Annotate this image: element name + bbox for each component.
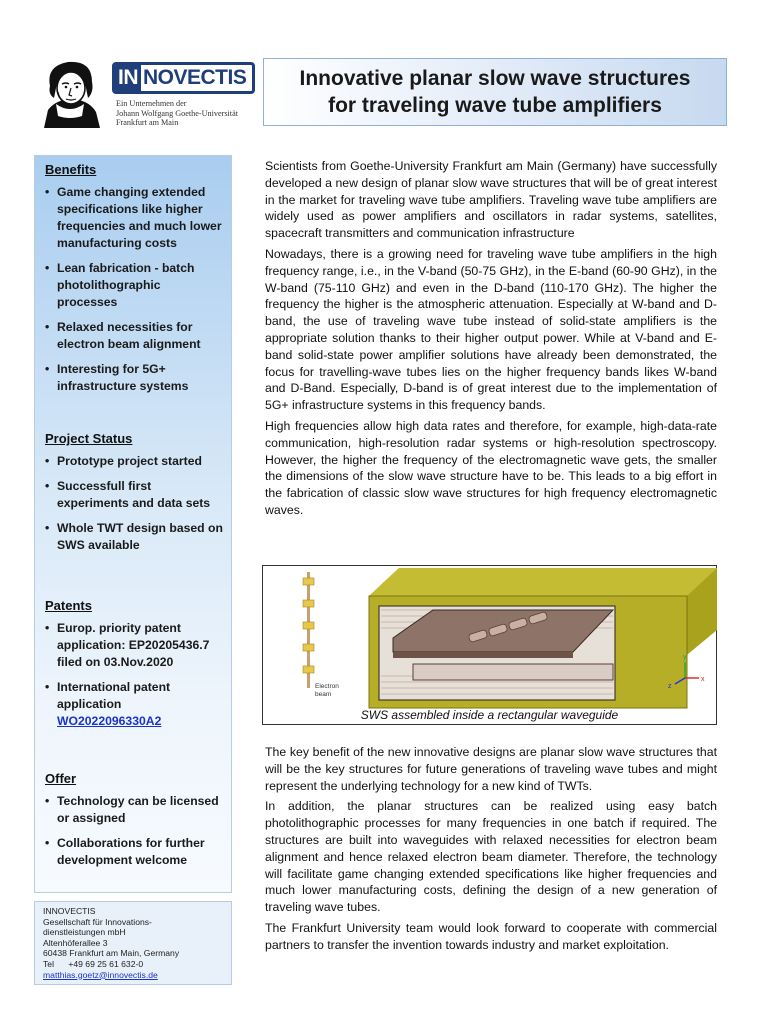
offer-heading: Offer xyxy=(45,771,77,786)
figure-caption: SWS assembled inside a rectangular waveguide xyxy=(360,708,619,722)
contact-phone: Tel +49 69 25 61 632-0 xyxy=(43,958,144,969)
electron-label: Electron xyxy=(315,683,339,690)
svg-text:x: x xyxy=(701,676,705,683)
waveguide-illustration xyxy=(263,566,718,726)
paragraph: Nowadays, there is a growing need for traveling wave tube amplifiers in the high frequency range, i.e., in the V-band (50-75 GHz), in the E-band (60-90 GHz), in the W-band (75-110 GHz) and even in the D-band (110-170 GHz). The higher the frequency the higher is the atmospheric attenuation. Especially at W-band and D-band, the use of traveling wave tube instead of solid-state amplifiers is the appropriate solution thanks to their higher output power. While at V-band and E-band solid-state power amplifier solutions have already been demonstrated, the focus for travelling-wave tubes lies on the higher frequency bands likes W-band and D-Band. Especially, D-band is of great interest due to the implementation of 5G+ infrastructure systems in this frequency bands. xyxy=(265,246,717,413)
contact-company-line2: dienstleistungen mbH xyxy=(43,927,126,938)
project-status-section xyxy=(45,431,223,596)
waveguide-figure xyxy=(262,565,717,725)
svg-text:y: y xyxy=(683,654,687,661)
list-item: • Relaxed necessities for electron beam alignment xyxy=(45,319,223,353)
patents-heading: Patents xyxy=(45,598,92,613)
logo-in-part: IN xyxy=(115,65,141,91)
contact-street: Altenhöferallee 3 xyxy=(43,937,108,948)
contact-city: 60438 Frankfurt am Main, Germany xyxy=(43,948,180,959)
innovectis-logo xyxy=(112,62,255,94)
contact-name: INNOVECTIS xyxy=(43,906,96,916)
sidebar xyxy=(34,155,232,893)
paragraph: In addition, the planar structures can be realized using easy batch photolithographic processes for many frequencies in one batch if required. The structures are built into waveguides with relaxed necessities for electron beam alignment and hence relaxed electron beam diameter. Therefore, the technology will facilitate game changing extended specifications like higher frequencies and much lower manufacturing costs, defining the design of a new generation of traveling wave tubes. xyxy=(265,799,717,915)
list-item: • Prototype project started xyxy=(45,453,223,470)
main-text-bottom xyxy=(265,744,717,958)
patent-link[interactable]: WO2022096330A2 xyxy=(57,714,162,728)
list-item: • Collaborations for further development welcome xyxy=(45,835,223,869)
list-item: • International patent application WO2022096330A2 xyxy=(45,679,223,730)
page-title: Innovative planar slow wave structures for traveling wave tube amplifiers xyxy=(299,67,691,117)
contact-company-line1: Gesellschaft für Innovations- xyxy=(43,916,152,927)
list-item: • Game changing extended specifications like higher frequencies and much lower manufacturing costs xyxy=(45,184,223,252)
contact-email-link[interactable]: matthias.goetz@innovectis.de xyxy=(43,969,158,980)
project-status-heading: Project Status xyxy=(45,431,133,446)
list-item: • Technology can be licensed or assigned xyxy=(45,793,223,827)
goethe-portrait-icon xyxy=(34,58,106,128)
patents-section xyxy=(45,598,223,769)
list-item: • Successfull first experiments and data sets xyxy=(45,478,223,512)
svg-text:z: z xyxy=(668,683,672,690)
list-item: • Europ. priority patent application: EP20205436.7 filed on 03.Nov.2020 xyxy=(45,620,223,671)
list-item: • Interesting for 5G+ infrastructure systems xyxy=(45,361,223,395)
benefits-section xyxy=(45,162,223,429)
offer-section xyxy=(45,771,223,869)
logo-rest-part: NOVECTIS xyxy=(143,66,247,89)
beam-label: beam xyxy=(315,691,332,698)
list-item: • Whole TWT design based on SWS available xyxy=(45,520,223,554)
benefits-heading: Benefits xyxy=(45,162,97,177)
paragraph: The key benefit of the new innovative designs are planar slow wave structures that will be the key structures for future generations of traveling wave tubes and might represent the underlying technology for a new kind of TWTs. xyxy=(265,745,717,793)
contact-box xyxy=(34,901,232,985)
paragraph: Scientists from Goethe-University Frankfurt am Main (Germany) have successfully developed a new design of planar slow wave structures that will be of great interest in the market for traveling wave tube amplifiers. Traveling wave tube amplifiers are widely used as power amplifiers and oscillators in radar systems, satellites, spacecraft transmitters and communication infrastructure xyxy=(265,159,717,241)
main-text-top xyxy=(265,158,717,523)
university-affiliation: Ein Unternehmen der Johann Wolfgang Goethe-Universität Frankfurt am Main xyxy=(116,99,238,128)
list-item: • Lean fabrication - batch photolithographic processes xyxy=(45,260,223,311)
page-title-box xyxy=(263,58,727,126)
paragraph: High frequencies allow high data rates and therefore, for example, high-data-rate communication, high-resolution radar systems or high-resolution spectroscopy. However, the higher the frequency of the electromagnetic wave gets, the smaller the dimensions of the slow wave structure have to be. This leads to a big effort in the fabrication of classic slow wave structures for high frequency electromagnetic waves. xyxy=(265,418,717,517)
paragraph: The Frankfurt University team would look forward to cooperate with commercial partners to transfer the invention towards industry and market exploitation. xyxy=(265,920,717,952)
